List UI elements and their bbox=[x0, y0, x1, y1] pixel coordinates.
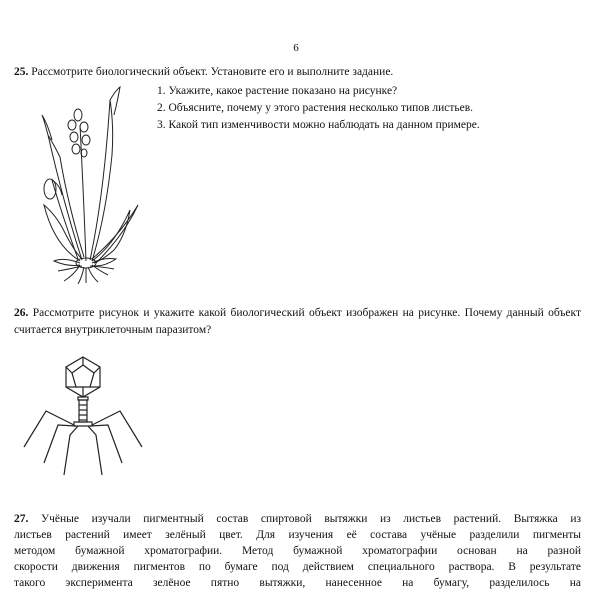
question-27-line-4: скорости движения пигментов по бумаге под действием специального раствора. В результате bbox=[14, 561, 581, 573]
bacteriophage-illustration bbox=[18, 355, 148, 490]
question-25-item-2: 2. Объясните, почему у этого растения несколько типов листьев. bbox=[157, 102, 474, 114]
question-27-number: 27. bbox=[14, 513, 29, 525]
question-27 bbox=[14, 511, 581, 591]
question-27-line-2: листьев растений имеет зелёный цвет. Для изучения её состава учёные разделили пигменты bbox=[14, 529, 581, 541]
question-25-item-1: 1. Укажите, какое растение показано на рисунке? bbox=[157, 85, 398, 97]
question-25-item-3: 3. Какой тип изменчивости можно наблюдать на данном примере. bbox=[157, 119, 480, 131]
question-25-number: 25. bbox=[14, 66, 29, 78]
question-27-line-1 bbox=[14, 511, 581, 527]
page-number: 6 bbox=[293, 42, 299, 54]
question-27-line-1-text: Учёные изучали пигментный состав спиртовой вытяжки из листьев растений. Вытяжка из bbox=[40, 513, 582, 525]
question-26 bbox=[14, 305, 581, 339]
question-26-text: Рассмотрите рисунок и укажите какой биологический объект изображен на рисунке. Почему данный объект считается внутриклеточным паразитом? bbox=[14, 307, 581, 336]
question-26-number: 26. bbox=[14, 307, 29, 319]
question-25-text: Рассмотрите биологический объект. Установите его и выполните задание. bbox=[31, 66, 394, 78]
plant-illustration bbox=[34, 85, 142, 285]
question-27-line-5: такого эксперимента зелёное пятно вытяжки, нанесенное на бумагу, разделилось на bbox=[14, 577, 581, 589]
question-25-items bbox=[157, 83, 480, 134]
question-27-line-3: методом бумажной хроматографии. Метод бумажной хроматографии основан на разной bbox=[14, 545, 581, 557]
question-25-intro bbox=[14, 66, 393, 78]
